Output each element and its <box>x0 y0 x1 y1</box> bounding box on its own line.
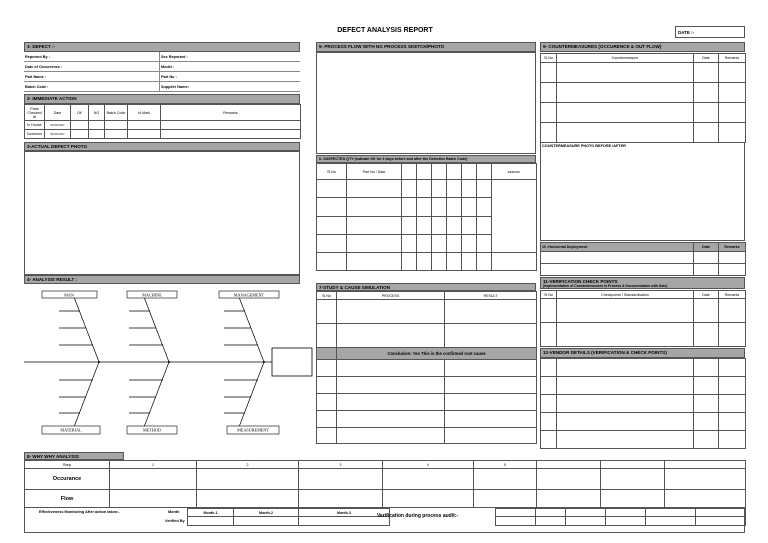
cell[interactable] <box>557 299 694 323</box>
cell[interactable] <box>477 234 492 252</box>
batch-code-label: Batch Code : <box>25 85 49 89</box>
cell[interactable] <box>337 394 445 411</box>
cell[interactable] <box>474 469 537 490</box>
cell[interactable] <box>317 428 337 444</box>
step-4: 4 <box>383 461 474 469</box>
cell[interactable] <box>557 63 694 83</box>
sec9-header: 9- COUNTERMEASURES (OCCURENCE & OUT FLOW) <box>540 42 745 52</box>
table-row <box>541 252 746 264</box>
cell[interactable] <box>445 360 537 377</box>
cell[interactable] <box>694 323 719 347</box>
sec1-header: 1- DEFECT :- <box>24 42 300 52</box>
cell[interactable] <box>557 377 694 395</box>
cell[interactable] <box>462 253 477 271</box>
cell <box>402 164 417 180</box>
cell[interactable] <box>347 180 402 198</box>
cell[interactable] <box>402 180 417 198</box>
cell: In House <box>25 121 45 130</box>
verified-by-label: Verified By <box>165 519 185 523</box>
step-5: 5 <box>474 461 537 469</box>
countermeasure-photo-label: COUNTERMEASURE PHOTO BEFORE /AFTER <box>542 144 626 148</box>
table-row <box>25 490 746 508</box>
sec3-header: 3-ACTUAL DEFECT PHOTO <box>24 142 300 151</box>
flow-label: Flow <box>25 490 110 508</box>
cell[interactable] <box>462 216 477 234</box>
cell[interactable] <box>694 377 719 395</box>
cell[interactable] <box>417 198 432 216</box>
table-row <box>25 469 746 490</box>
cell <box>432 164 447 180</box>
cell[interactable] <box>447 216 462 234</box>
col-batch-code: Batch Code <box>105 105 128 121</box>
cell[interactable] <box>477 216 492 234</box>
defect-info <box>24 52 300 92</box>
col-ng: NG <box>89 105 105 121</box>
cell[interactable] <box>417 180 432 198</box>
col-date: Date <box>694 243 719 252</box>
cell <box>417 164 432 180</box>
cell[interactable] <box>383 469 474 490</box>
cell[interactable] <box>402 253 417 271</box>
cell[interactable] <box>719 63 746 83</box>
cell[interactable] <box>719 431 746 449</box>
month-label: Month <box>168 510 180 514</box>
cell[interactable] <box>432 234 447 252</box>
col-sl-no: Sl No <box>317 164 347 180</box>
cell[interactable] <box>719 103 746 123</box>
fishbone-man-label: MAN <box>64 292 74 298</box>
sec10-header: 10 -Horizontal Deployment <box>541 243 694 252</box>
cell[interactable] <box>694 83 719 103</box>
sec11-header <box>540 277 745 289</box>
table-row <box>317 377 537 394</box>
cell[interactable] <box>719 252 746 264</box>
col-ok: OK <box>71 105 89 121</box>
cell[interactable] <box>665 469 746 490</box>
col-result: RESULT <box>445 292 537 300</box>
countermeasure-photo-area[interactable] <box>540 142 745 241</box>
table-row <box>541 299 746 323</box>
model-label: Model : <box>161 65 175 69</box>
part-no-label: Part No : <box>161 75 177 79</box>
cell[interactable] <box>719 413 746 431</box>
cell[interactable] <box>536 517 566 526</box>
cell[interactable] <box>105 130 128 139</box>
month-3-label: Month-3 <box>299 509 390 517</box>
cell[interactable] <box>445 377 537 394</box>
col-date: Date <box>694 54 719 63</box>
col-sl-no: Sl No <box>541 291 557 299</box>
cell[interactable] <box>89 130 105 139</box>
cell[interactable] <box>445 428 537 444</box>
cause-simulation-table <box>316 291 537 444</box>
vendor-details-table <box>540 358 746 449</box>
cell[interactable] <box>694 103 719 123</box>
cell[interactable] <box>541 377 557 395</box>
cell[interactable]: 00.00.2017 <box>45 130 71 139</box>
col-remarks: Remarks <box>719 54 746 63</box>
col-parts-checked: Parts Checked at <box>25 105 45 121</box>
cell[interactable] <box>566 509 606 517</box>
fishbone-machine-label: MACHINE <box>142 292 162 298</box>
cell[interactable] <box>161 121 301 130</box>
cell[interactable] <box>71 121 89 130</box>
table-row <box>541 359 746 377</box>
cell[interactable] <box>317 180 347 198</box>
cell[interactable] <box>445 394 537 411</box>
cell[interactable] <box>299 490 383 508</box>
defect-photo-area[interactable] <box>24 151 300 275</box>
col-remark: REMARK <box>492 164 537 180</box>
cell[interactable] <box>557 323 694 347</box>
cell[interactable] <box>694 299 719 323</box>
cell[interactable] <box>337 411 445 428</box>
col-sl-no: Sl No <box>541 54 557 63</box>
table-row <box>25 130 301 139</box>
cell[interactable] <box>447 180 462 198</box>
cell[interactable] <box>432 180 447 198</box>
cell[interactable] <box>541 323 557 347</box>
sec2-header: 2- IMMEDIATE ACTION <box>24 94 300 104</box>
cell[interactable] <box>719 299 746 323</box>
cell[interactable] <box>719 123 746 143</box>
verification-audit-table <box>495 508 746 526</box>
cell[interactable] <box>719 323 746 347</box>
cell[interactable] <box>541 431 557 449</box>
step-1: 1 <box>110 461 197 469</box>
cell[interactable] <box>536 509 566 517</box>
cell[interactable] <box>694 252 719 264</box>
occurance-label: Occurance <box>25 469 110 490</box>
fishbone-management-label: MANAGEMENT <box>233 292 265 298</box>
cell[interactable] <box>417 234 432 252</box>
cell[interactable] <box>445 324 537 348</box>
cell[interactable] <box>492 253 537 271</box>
month-2-label: Month-2 <box>234 509 299 517</box>
why-why-table <box>24 460 746 508</box>
sec-reported-label: Sec Reported : <box>161 55 188 59</box>
cell[interactable] <box>694 413 719 431</box>
cell[interactable] <box>447 253 462 271</box>
suspected-qty-table <box>316 163 537 271</box>
cell[interactable] <box>110 469 197 490</box>
cell[interactable] <box>694 264 719 276</box>
effectiveness-label: Effectiveness Monitoring After action taken:- <box>39 510 120 514</box>
cell[interactable] <box>537 469 601 490</box>
cell[interactable] <box>646 509 696 517</box>
cell[interactable] <box>694 63 719 83</box>
cell[interactable] <box>694 395 719 413</box>
cell[interactable] <box>337 324 445 348</box>
table-row <box>317 394 537 411</box>
cell: Customer <box>25 130 45 139</box>
cell <box>537 461 601 469</box>
cell <box>447 164 462 180</box>
cell[interactable] <box>566 517 606 526</box>
date-field[interactable] <box>675 26 745 38</box>
cell[interactable] <box>541 299 557 323</box>
page-title: DEFECT ANALYSIS REPORT <box>337 27 433 34</box>
cell[interactable] <box>347 216 402 234</box>
cell[interactable] <box>317 198 347 216</box>
cell[interactable] <box>317 234 347 252</box>
cell[interactable]: 00.00.2017 <box>45 121 71 130</box>
cell[interactable] <box>299 469 383 490</box>
cell[interactable] <box>541 63 557 83</box>
fishbone-material-label: MATERIAL <box>60 427 82 433</box>
cell[interactable] <box>665 490 746 508</box>
table-row <box>317 428 537 444</box>
cell[interactable] <box>347 198 402 216</box>
col-sl-no: Sl No <box>317 292 337 300</box>
table-row <box>317 411 537 428</box>
cell[interactable] <box>477 180 492 198</box>
cell[interactable] <box>496 509 536 517</box>
cell[interactable] <box>317 394 337 411</box>
cell[interactable] <box>541 83 557 103</box>
step-label: Step <box>25 461 110 469</box>
table-row <box>541 377 746 395</box>
monitoring-months-table <box>187 508 390 526</box>
sec12-header: 12-VENDOR DETAILS (VERIFICATION & CHECK POINTS) <box>540 348 745 358</box>
cell[interactable] <box>719 377 746 395</box>
date-of-occurance-label: Date of Occurrence : <box>25 65 63 69</box>
cell[interactable] <box>432 216 447 234</box>
cell[interactable] <box>337 360 445 377</box>
table-row <box>317 180 537 198</box>
cell[interactable] <box>402 234 417 252</box>
cell[interactable] <box>89 121 105 130</box>
sec11-subtitle: (Implementation of Countermeasures in Process & Documentation with Date) <box>543 284 668 288</box>
col-process: PROCESS <box>337 292 445 300</box>
table-row <box>541 83 746 103</box>
cell[interactable] <box>337 428 445 444</box>
col-remarks: Remarks <box>719 243 746 252</box>
cell[interactable] <box>492 180 537 253</box>
cell[interactable] <box>447 234 462 252</box>
cell[interactable] <box>445 300 537 324</box>
cell[interactable] <box>696 517 746 526</box>
cell[interactable] <box>432 198 447 216</box>
cell[interactable] <box>402 216 417 234</box>
cell[interactable] <box>317 324 337 348</box>
cell[interactable] <box>234 517 299 526</box>
col-remarks: Remarks <box>719 291 746 299</box>
month-1-label: Month-1 <box>188 509 234 517</box>
cell[interactable] <box>337 377 445 394</box>
cell[interactable] <box>606 509 646 517</box>
col-remarks: Remarks <box>161 105 301 121</box>
cell[interactable] <box>541 359 557 377</box>
cell[interactable] <box>188 517 234 526</box>
cell[interactable] <box>462 198 477 216</box>
step-3: 3 <box>299 461 383 469</box>
cell <box>462 164 477 180</box>
cell[interactable] <box>447 198 462 216</box>
cell[interactable] <box>496 517 536 526</box>
cell[interactable] <box>541 123 557 143</box>
table-row <box>541 264 746 276</box>
cell[interactable] <box>541 252 694 264</box>
cell[interactable] <box>557 103 694 123</box>
col-part-no-date: Part No / Date <box>347 164 402 180</box>
cell[interactable] <box>477 253 492 271</box>
cell[interactable] <box>601 490 665 508</box>
cell[interactable] <box>197 490 299 508</box>
cell[interactable] <box>383 490 474 508</box>
col-date: Date <box>45 105 71 121</box>
cell[interactable] <box>317 411 337 428</box>
col-id-mark: Id Mark <box>128 105 161 121</box>
col-countermeasure: Countermeasure <box>557 54 694 63</box>
cell[interactable] <box>128 121 161 130</box>
cell[interactable] <box>694 359 719 377</box>
sec8-header: 8- WHY WHY ANALYSIS <box>24 452 124 460</box>
cell[interactable] <box>417 216 432 234</box>
cell[interactable] <box>337 300 445 324</box>
cell[interactable] <box>541 103 557 123</box>
cell <box>601 461 665 469</box>
table-row <box>541 63 746 83</box>
table-row <box>541 395 746 413</box>
process-flow-area[interactable] <box>316 52 536 154</box>
cell[interactable] <box>128 130 161 139</box>
supplier-name-label: Supplier Name: <box>161 85 189 89</box>
verification-table <box>540 290 746 347</box>
cell[interactable] <box>719 83 746 103</box>
cell[interactable] <box>105 121 128 130</box>
reported-by-label: Reported By : <box>25 55 50 59</box>
sec4-header: 4- ANALYSIS RESULT : <box>24 275 300 284</box>
cell[interactable] <box>317 360 337 377</box>
cell[interactable] <box>557 395 694 413</box>
step-2: 2 <box>197 461 299 469</box>
cell[interactable] <box>432 253 447 271</box>
effectiveness-section <box>24 507 745 533</box>
fishbone-method-label: METHOD <box>143 427 161 433</box>
cell[interactable] <box>299 517 390 526</box>
cell[interactable] <box>347 253 402 271</box>
cell[interactable] <box>557 83 694 103</box>
table-row <box>541 413 746 431</box>
cell[interactable] <box>606 517 646 526</box>
col-date: Date <box>694 291 719 299</box>
cell[interactable] <box>646 517 696 526</box>
part-name-label: Part Name : <box>25 75 47 79</box>
sec7-header: 7-STUDY & CAUSE SIMULATION <box>316 283 536 291</box>
cell[interactable] <box>110 490 197 508</box>
table-row <box>317 253 537 271</box>
cell <box>665 461 746 469</box>
table-row <box>317 324 537 348</box>
table-row <box>541 431 746 449</box>
cell[interactable] <box>317 377 337 394</box>
cell[interactable] <box>696 509 746 517</box>
cell[interactable] <box>71 130 89 139</box>
sec11-title: 11-VERIFICATION CHECK POINTS <box>543 279 618 284</box>
fishbone-diagram <box>24 285 316 445</box>
cell <box>477 164 492 180</box>
cell[interactable] <box>601 469 665 490</box>
verification-label: Verification during process audit:- <box>377 513 459 519</box>
cell[interactable] <box>317 216 347 234</box>
table-row <box>317 300 537 324</box>
cell[interactable] <box>317 253 347 271</box>
sec6-header: 6- SUSPECTED QTY (Indicate OK for 3 days before and after the Defective Batch Code) <box>316 155 536 163</box>
cell[interactable] <box>402 198 417 216</box>
cell[interactable] <box>541 413 557 431</box>
cell[interactable] <box>719 264 746 276</box>
cell[interactable] <box>462 234 477 252</box>
cell <box>317 348 337 360</box>
cell[interactable] <box>557 413 694 431</box>
horizontal-deployment-table <box>540 242 746 276</box>
countermeasures-table <box>540 53 746 143</box>
fishbone-measurement-label: MEASUREMENT <box>237 427 269 433</box>
cell[interactable] <box>694 123 719 143</box>
cell[interactable] <box>557 359 694 377</box>
table-row <box>541 323 746 347</box>
cell[interactable] <box>474 490 537 508</box>
sec5-header: 5- PROCESS FLOW WITH NG PROCESS SKETCH/PHOTO <box>316 42 536 52</box>
cell[interactable] <box>197 469 299 490</box>
table-row <box>541 123 746 143</box>
cell[interactable] <box>477 198 492 216</box>
conclusion-text: Conclusion: Yes This is the confirmed root cause <box>337 348 537 360</box>
table-row <box>317 360 537 377</box>
date-label: DATE :- <box>678 30 695 35</box>
cell[interactable] <box>462 180 477 198</box>
cell[interactable] <box>719 395 746 413</box>
cell[interactable] <box>317 300 337 324</box>
cell[interactable] <box>347 234 402 252</box>
cell[interactable] <box>445 411 537 428</box>
col-checkpoints: Checkpoints / Standardisation <box>557 291 694 299</box>
cell[interactable] <box>161 130 301 139</box>
table-row <box>541 103 746 123</box>
cell[interactable] <box>541 264 694 276</box>
cell[interactable] <box>557 123 694 143</box>
cell[interactable] <box>694 431 719 449</box>
cell[interactable] <box>417 253 432 271</box>
cell[interactable] <box>541 395 557 413</box>
cell[interactable] <box>719 359 746 377</box>
cell[interactable] <box>557 431 694 449</box>
cell[interactable] <box>537 490 601 508</box>
immediate-action-table <box>24 104 301 139</box>
table-row <box>25 121 301 130</box>
